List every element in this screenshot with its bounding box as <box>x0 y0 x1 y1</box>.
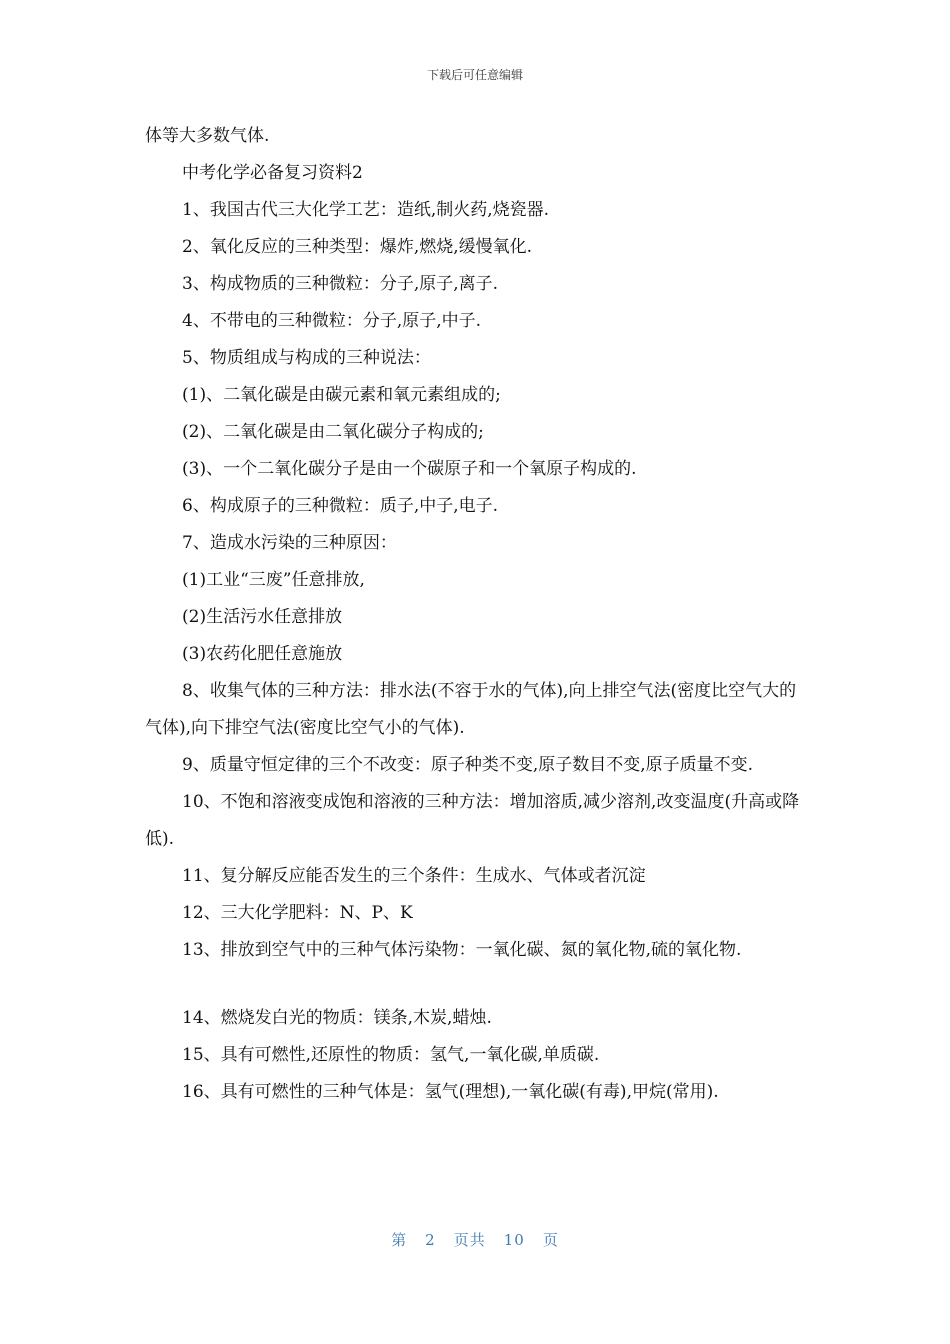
document-body <box>145 118 813 1111</box>
list-item: 2、氧化反应的三种类型：爆炸,燃烧,缓慢氧化. <box>182 237 533 257</box>
list-item: 9、质量守恒定律的三个不改变：原子种类不变,原子数目不变,原子质量不变. <box>182 755 754 775</box>
section-title: 中考化学必备复习资料2 <box>182 163 363 183</box>
list-item: 12、三大化学肥料：N、P、K <box>182 903 413 923</box>
sub-item: (2)生活污水任意排放 <box>182 607 343 627</box>
footer-page-number: 2 <box>425 1231 436 1249</box>
list-item: 3、构成物质的三种微粒：分子,原子,离子. <box>182 274 499 294</box>
sub-item: (1)、二氧化碳是由碳元素和氧元素组成的; <box>182 385 501 405</box>
list-item: 7、造成水污染的三种原因： <box>182 533 397 553</box>
paragraph-continuation: 体等大多数气体. <box>145 126 270 146</box>
sub-item: (1)工业“三废”任意排放, <box>182 570 365 590</box>
list-item: 13、排放到空气中的三种气体污染物：一氧化碳、氮的氧化物,硫的氧化物. <box>182 940 742 960</box>
list-item: 14、燃烧发白光的物质：镁条,木炭,蜡烛. <box>182 1008 492 1028</box>
list-item: 5、物质组成与构成的三种说法： <box>182 348 431 368</box>
list-item: 11、复分解反应能否发生的三个条件：生成水、气体或者沉淀 <box>182 866 646 886</box>
page-footer <box>0 1229 950 1250</box>
list-item: 6、构成原子的三种微粒：质子,中子,电子. <box>182 496 499 516</box>
footer-label-di: 第 <box>391 1231 408 1249</box>
blank-line <box>145 969 813 1000</box>
list-item: 8、收集气体的三种方法：排水法(不容于水的气体),向上排空气法(密度比空气大的气体),向下排空气法(密度比空气小的气体). <box>145 681 797 738</box>
list-item: 1、我国古代三大化学工艺：造纸,制火药,烧瓷器. <box>182 200 550 220</box>
footer-label-ye: 页 <box>542 1231 559 1249</box>
list-item: 16、具有可燃性的三种气体是：氢气(理想),一氧化碳(有毒),甲烷(常用). <box>182 1082 719 1102</box>
footer-label-yegong: 页共 <box>453 1231 486 1249</box>
sub-item: (3)农药化肥任意施放 <box>182 644 343 664</box>
sub-item: (3)、一个二氧化碳分子是由一个碳原子和一个氧原子构成的. <box>182 459 637 479</box>
list-item: 15、具有可燃性,还原性的物质：氢气,一氧化碳,单质碳. <box>182 1045 600 1065</box>
page-header: 下载后可任意编辑 <box>426 68 523 82</box>
list-item: 10、不饱和溶液变成饱和溶液的三种方法：增加溶质,减少溶剂,改变温度(升高或降低). <box>145 792 800 849</box>
footer-total-pages: 10 <box>503 1231 525 1249</box>
list-item: 4、不带电的三种微粒：分子,原子,中子. <box>182 311 482 331</box>
sub-item: (2)、二氧化碳是由二氧化碳分子构成的; <box>182 422 484 442</box>
